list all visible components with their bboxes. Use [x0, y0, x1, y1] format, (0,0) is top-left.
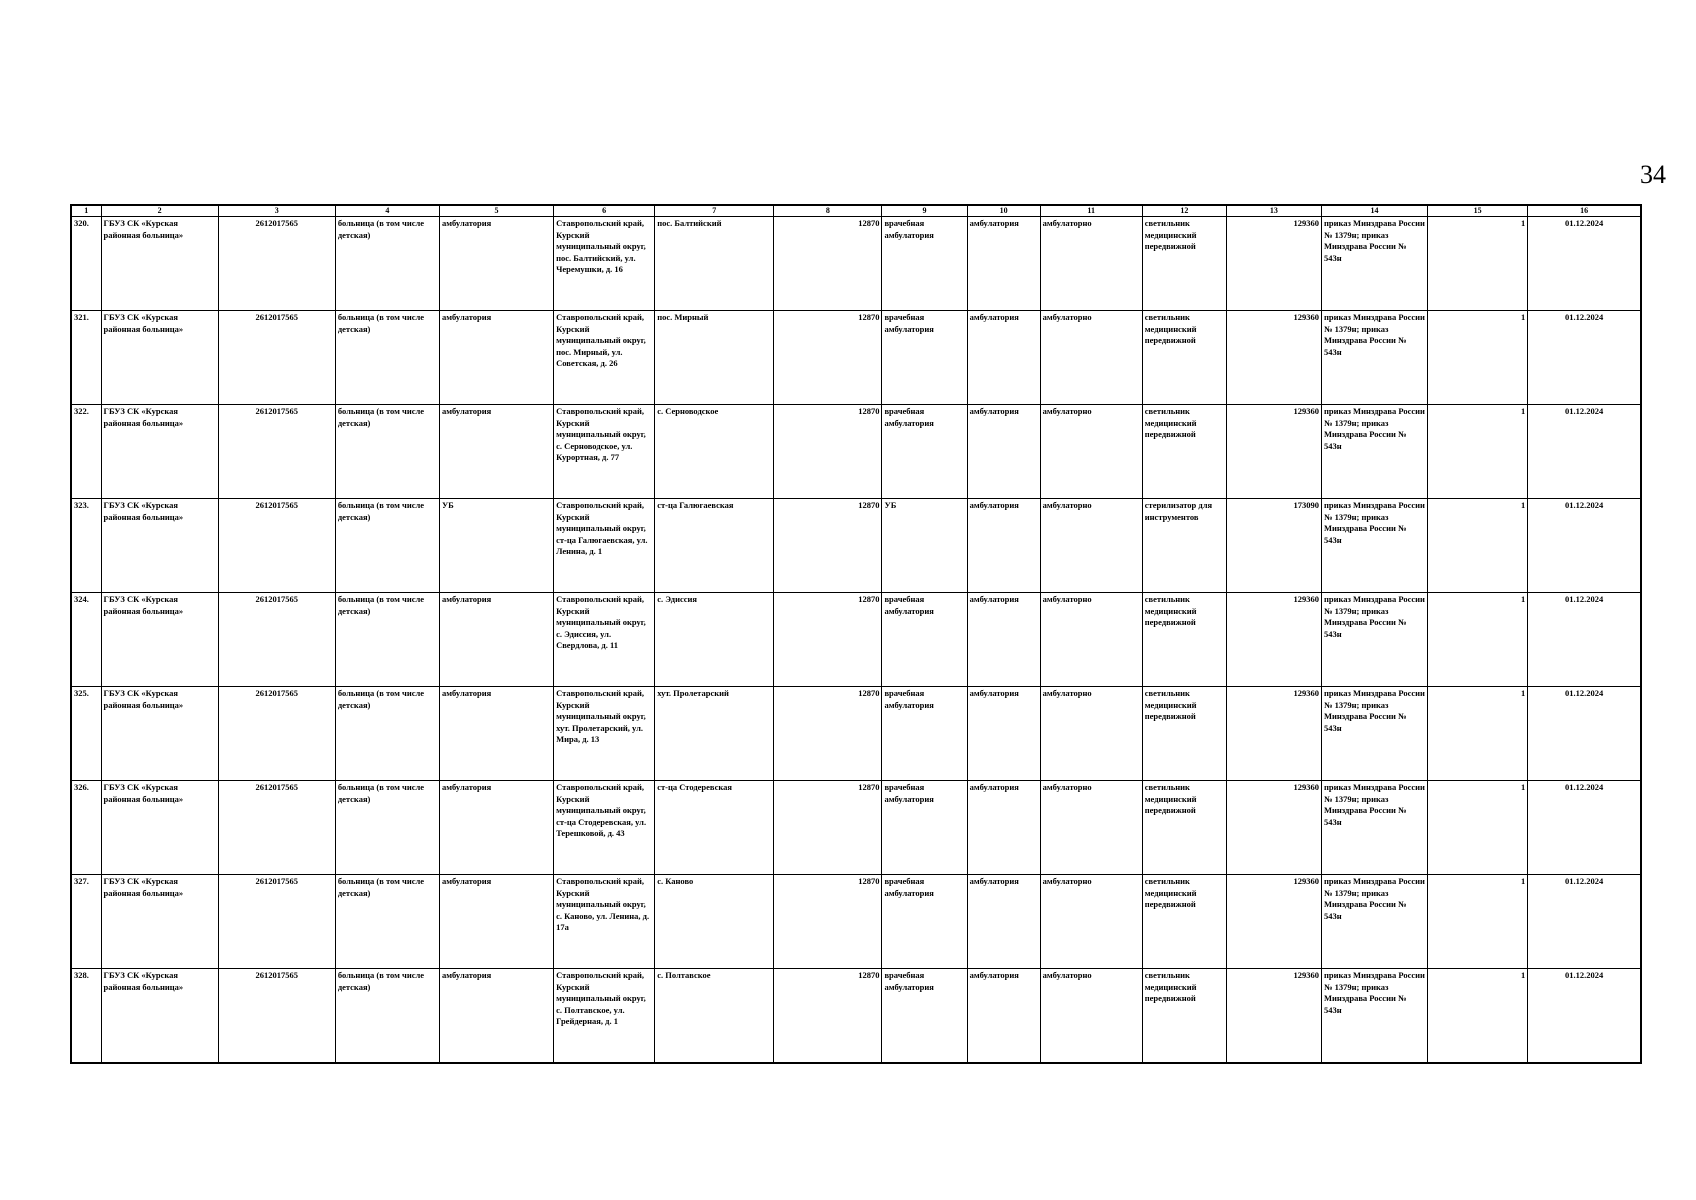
table-row: [71, 405, 1641, 499]
cabinet-cell: амбулатория: [967, 969, 1040, 1063]
quantity-cell: 1: [1428, 405, 1528, 499]
equipment-name-cell: светильник медицинский передвижной: [1142, 969, 1226, 1063]
column-number: 16: [1528, 205, 1641, 217]
organization-name-cell: ГБУЗ СК «Курская районная больница»: [101, 969, 218, 1063]
column-number: 2: [101, 205, 218, 217]
date-cell: 01.12.2024: [1528, 687, 1641, 781]
date-cell: 01.12.2024: [1528, 593, 1641, 687]
table-row: [71, 499, 1641, 593]
table-row: [71, 593, 1641, 687]
equipment-name-cell: светильник медицинский передвижной: [1142, 593, 1226, 687]
row-number-cell: 326.: [71, 781, 101, 875]
locality-cell: пос. Балтийский: [655, 217, 774, 311]
column-number: 10: [967, 205, 1040, 217]
equipment-code-cell: 173090: [1226, 499, 1321, 593]
table-row: [71, 781, 1641, 875]
cabinet-cell: амбулатория: [967, 781, 1040, 875]
oktmo-code-cell: 12870: [774, 217, 882, 311]
care-condition-cell: амбулаторно: [1040, 875, 1142, 969]
locality-cell: с. Эдиссия: [655, 593, 774, 687]
row-number-cell: 320.: [71, 217, 101, 311]
row-number-cell: 327.: [71, 875, 101, 969]
unit-name-cell: УБ: [439, 499, 553, 593]
equipment-name-cell: светильник медицинский передвижной: [1142, 875, 1226, 969]
legal-basis-cell: приказ Минздрава России № 1379н; приказ Минздрава России № 543н: [1321, 687, 1427, 781]
column-number: 5: [439, 205, 553, 217]
organization-name-cell: ГБУЗ СК «Курская районная больница»: [101, 311, 218, 405]
cabinet-cell: амбулатория: [967, 311, 1040, 405]
unit-name-cell: амбулатория: [439, 969, 553, 1063]
date-cell: 01.12.2024: [1528, 405, 1641, 499]
equipment-code-cell: 129360: [1226, 405, 1321, 499]
equipment-code-cell: 129360: [1226, 781, 1321, 875]
equipment-code-cell: 129360: [1226, 969, 1321, 1063]
table-row: [71, 875, 1641, 969]
row-number-cell: 321.: [71, 311, 101, 405]
column-number: 14: [1321, 205, 1427, 217]
date-cell: 01.12.2024: [1528, 311, 1641, 405]
cabinet-cell: амбулатория: [967, 217, 1040, 311]
row-number-cell: 325.: [71, 687, 101, 781]
column-number: 1: [71, 205, 101, 217]
organization-name-cell: ГБУЗ СК «Курская районная больница»: [101, 875, 218, 969]
locality-cell: с. Каново: [655, 875, 774, 969]
equipment-name-cell: светильник медицинский передвижной: [1142, 311, 1226, 405]
cabinet-cell: амбулатория: [967, 593, 1040, 687]
quantity-cell: 1: [1428, 687, 1528, 781]
quantity-cell: 1: [1428, 593, 1528, 687]
facility-type-cell: больница (в том числе детская): [335, 217, 439, 311]
legal-basis-cell: приказ Минздрава России № 1379н; приказ Минздрава России № 543н: [1321, 217, 1427, 311]
address-cell: Ставропольский край, Курский муниципальный округ, пос. Мирный, ул. Советская, д. 26: [554, 311, 655, 405]
oktmo-code-cell: 12870: [774, 499, 882, 593]
date-cell: 01.12.2024: [1528, 781, 1641, 875]
inn-code-cell: 2612017565: [218, 593, 335, 687]
facility-type-cell: больница (в том числе детская): [335, 593, 439, 687]
organization-name-cell: ГБУЗ СК «Курская районная больница»: [101, 405, 218, 499]
locality-cell: ст-ца Галюгаевская: [655, 499, 774, 593]
address-cell: Ставропольский край, Курский муниципальный округ, пос. Балтийский, ул. Черемушки, д. 16: [554, 217, 655, 311]
locality-cell: с. Полтавское: [655, 969, 774, 1063]
cabinet-cell: амбулатория: [967, 687, 1040, 781]
date-cell: 01.12.2024: [1528, 969, 1641, 1063]
cabinet-cell: амбулатория: [967, 875, 1040, 969]
column-number: 6: [554, 205, 655, 217]
column-number: 13: [1226, 205, 1321, 217]
organization-name-cell: ГБУЗ СК «Курская районная больница»: [101, 781, 218, 875]
legal-basis-cell: приказ Минздрава России № 1379н; приказ Минздрава России № 543н: [1321, 781, 1427, 875]
registry-table: [70, 204, 1642, 1064]
table-row: [71, 311, 1641, 405]
equipment-name-cell: светильник медицинский передвижной: [1142, 687, 1226, 781]
facility-type-cell: больница (в том числе детская): [335, 781, 439, 875]
date-cell: 01.12.2024: [1528, 875, 1641, 969]
column-number: 8: [774, 205, 882, 217]
equipment-name-cell: стерилизатор для инструментов: [1142, 499, 1226, 593]
equipment-code-cell: 129360: [1226, 593, 1321, 687]
equipment-code-cell: 129360: [1226, 875, 1321, 969]
quantity-cell: 1: [1428, 311, 1528, 405]
subunit-cell: врачебная амбулатория: [882, 217, 967, 311]
quantity-cell: 1: [1428, 781, 1528, 875]
care-condition-cell: амбулаторно: [1040, 217, 1142, 311]
unit-name-cell: амбулатория: [439, 311, 553, 405]
table-row: [71, 217, 1641, 311]
legal-basis-cell: приказ Минздрава России № 1379н; приказ Минздрава России № 543н: [1321, 593, 1427, 687]
unit-name-cell: амбулатория: [439, 217, 553, 311]
oktmo-code-cell: 12870: [774, 969, 882, 1063]
locality-cell: пос. Мирный: [655, 311, 774, 405]
row-number-cell: 324.: [71, 593, 101, 687]
column-number: 9: [882, 205, 967, 217]
equipment-code-cell: 129360: [1226, 217, 1321, 311]
oktmo-code-cell: 12870: [774, 405, 882, 499]
legal-basis-cell: приказ Минздрава России № 1379н; приказ Минздрава России № 543н: [1321, 969, 1427, 1063]
cabinet-cell: амбулатория: [967, 405, 1040, 499]
address-cell: Ставропольский край, Курский муниципальный округ, ст-ца Галюгаевская, ул. Ленина, д. 1: [554, 499, 655, 593]
equipment-name-cell: светильник медицинский передвижной: [1142, 781, 1226, 875]
inn-code-cell: 2612017565: [218, 687, 335, 781]
address-cell: Ставропольский край, Курский муниципальный округ, с. Полтавское, ул. Грейдерная, д. 1: [554, 969, 655, 1063]
facility-type-cell: больница (в том числе детская): [335, 875, 439, 969]
equipment-name-cell: светильник медицинский передвижной: [1142, 405, 1226, 499]
unit-name-cell: амбулатория: [439, 687, 553, 781]
inn-code-cell: 2612017565: [218, 311, 335, 405]
address-cell: Ставропольский край, Курский муниципальный округ, ст-ца Стодеревская, ул. Терешковой, д. 43: [554, 781, 655, 875]
locality-cell: хут. Пролетарский: [655, 687, 774, 781]
column-number-row: [71, 205, 1641, 217]
column-number: 7: [655, 205, 774, 217]
equipment-code-cell: 129360: [1226, 687, 1321, 781]
legal-basis-cell: приказ Минздрава России № 1379н; приказ Минздрава России № 543н: [1321, 311, 1427, 405]
column-number: 15: [1428, 205, 1528, 217]
unit-name-cell: амбулатория: [439, 405, 553, 499]
address-cell: Ставропольский край, Курский муниципальный округ, хут. Пролетарский, ул. Мира, д. 13: [554, 687, 655, 781]
row-number-cell: 323.: [71, 499, 101, 593]
address-cell: Ставропольский край, Курский муниципальный округ, с. Каново, ул. Ленина, д. 17а: [554, 875, 655, 969]
cabinet-cell: амбулатория: [967, 499, 1040, 593]
legal-basis-cell: приказ Минздрава России № 1379н; приказ Минздрава России № 543н: [1321, 405, 1427, 499]
unit-name-cell: амбулатория: [439, 781, 553, 875]
oktmo-code-cell: 12870: [774, 687, 882, 781]
organization-name-cell: ГБУЗ СК «Курская районная больница»: [101, 499, 218, 593]
oktmo-code-cell: 12870: [774, 593, 882, 687]
inn-code-cell: 2612017565: [218, 499, 335, 593]
column-number: 11: [1040, 205, 1142, 217]
subunit-cell: УБ: [882, 499, 967, 593]
oktmo-code-cell: 12870: [774, 781, 882, 875]
subunit-cell: врачебная амбулатория: [882, 875, 967, 969]
subunit-cell: врачебная амбулатория: [882, 969, 967, 1063]
quantity-cell: 1: [1428, 499, 1528, 593]
care-condition-cell: амбулаторно: [1040, 781, 1142, 875]
locality-cell: ст-ца Стодеревская: [655, 781, 774, 875]
column-number: 4: [335, 205, 439, 217]
organization-name-cell: ГБУЗ СК «Курская районная больница»: [101, 687, 218, 781]
table-row: [71, 687, 1641, 781]
unit-name-cell: амбулатория: [439, 593, 553, 687]
facility-type-cell: больница (в том числе детская): [335, 687, 439, 781]
address-cell: Ставропольский край, Курский муниципальный округ, с. Серноводское, ул. Курортная, д. 77: [554, 405, 655, 499]
quantity-cell: 1: [1428, 969, 1528, 1063]
subunit-cell: врачебная амбулатория: [882, 687, 967, 781]
care-condition-cell: амбулаторно: [1040, 499, 1142, 593]
locality-cell: с. Серноводское: [655, 405, 774, 499]
table-row: [71, 969, 1641, 1063]
legal-basis-cell: приказ Минздрава России № 1379н; приказ Минздрава России № 543н: [1321, 875, 1427, 969]
care-condition-cell: амбулаторно: [1040, 593, 1142, 687]
column-number: 12: [1142, 205, 1226, 217]
care-condition-cell: амбулаторно: [1040, 405, 1142, 499]
oktmo-code-cell: 12870: [774, 875, 882, 969]
inn-code-cell: 2612017565: [218, 875, 335, 969]
row-number-cell: 322.: [71, 405, 101, 499]
subunit-cell: врачебная амбулатория: [882, 311, 967, 405]
care-condition-cell: амбулаторно: [1040, 969, 1142, 1063]
equipment-name-cell: светильник медицинский передвижной: [1142, 217, 1226, 311]
inn-code-cell: 2612017565: [218, 781, 335, 875]
care-condition-cell: амбулаторно: [1040, 311, 1142, 405]
quantity-cell: 1: [1428, 217, 1528, 311]
facility-type-cell: больница (в том числе детская): [335, 311, 439, 405]
organization-name-cell: ГБУЗ СК «Курская районная больница»: [101, 217, 218, 311]
subunit-cell: врачебная амбулатория: [882, 593, 967, 687]
inn-code-cell: 2612017565: [218, 969, 335, 1063]
column-number: 3: [218, 205, 335, 217]
equipment-code-cell: 129360: [1226, 311, 1321, 405]
unit-name-cell: амбулатория: [439, 875, 553, 969]
oktmo-code-cell: 12870: [774, 311, 882, 405]
inn-code-cell: 2612017565: [218, 405, 335, 499]
page-number: 34: [1640, 160, 1666, 189]
row-number-cell: 328.: [71, 969, 101, 1063]
organization-name-cell: ГБУЗ СК «Курская районная больница»: [101, 593, 218, 687]
inn-code-cell: 2612017565: [218, 217, 335, 311]
facility-type-cell: больница (в том числе детская): [335, 405, 439, 499]
date-cell: 01.12.2024: [1528, 217, 1641, 311]
address-cell: Ставропольский край, Курский муниципальный округ, с. Эдиссия, ул. Свердлова, д. 11: [554, 593, 655, 687]
facility-type-cell: больница (в том числе детская): [335, 499, 439, 593]
quantity-cell: 1: [1428, 875, 1528, 969]
subunit-cell: врачебная амбулатория: [882, 781, 967, 875]
subunit-cell: врачебная амбулатория: [882, 405, 967, 499]
date-cell: 01.12.2024: [1528, 499, 1641, 593]
facility-type-cell: больница (в том числе детская): [335, 969, 439, 1063]
care-condition-cell: амбулаторно: [1040, 687, 1142, 781]
legal-basis-cell: приказ Минздрава России № 1379н; приказ Минздрава России № 543н: [1321, 499, 1427, 593]
